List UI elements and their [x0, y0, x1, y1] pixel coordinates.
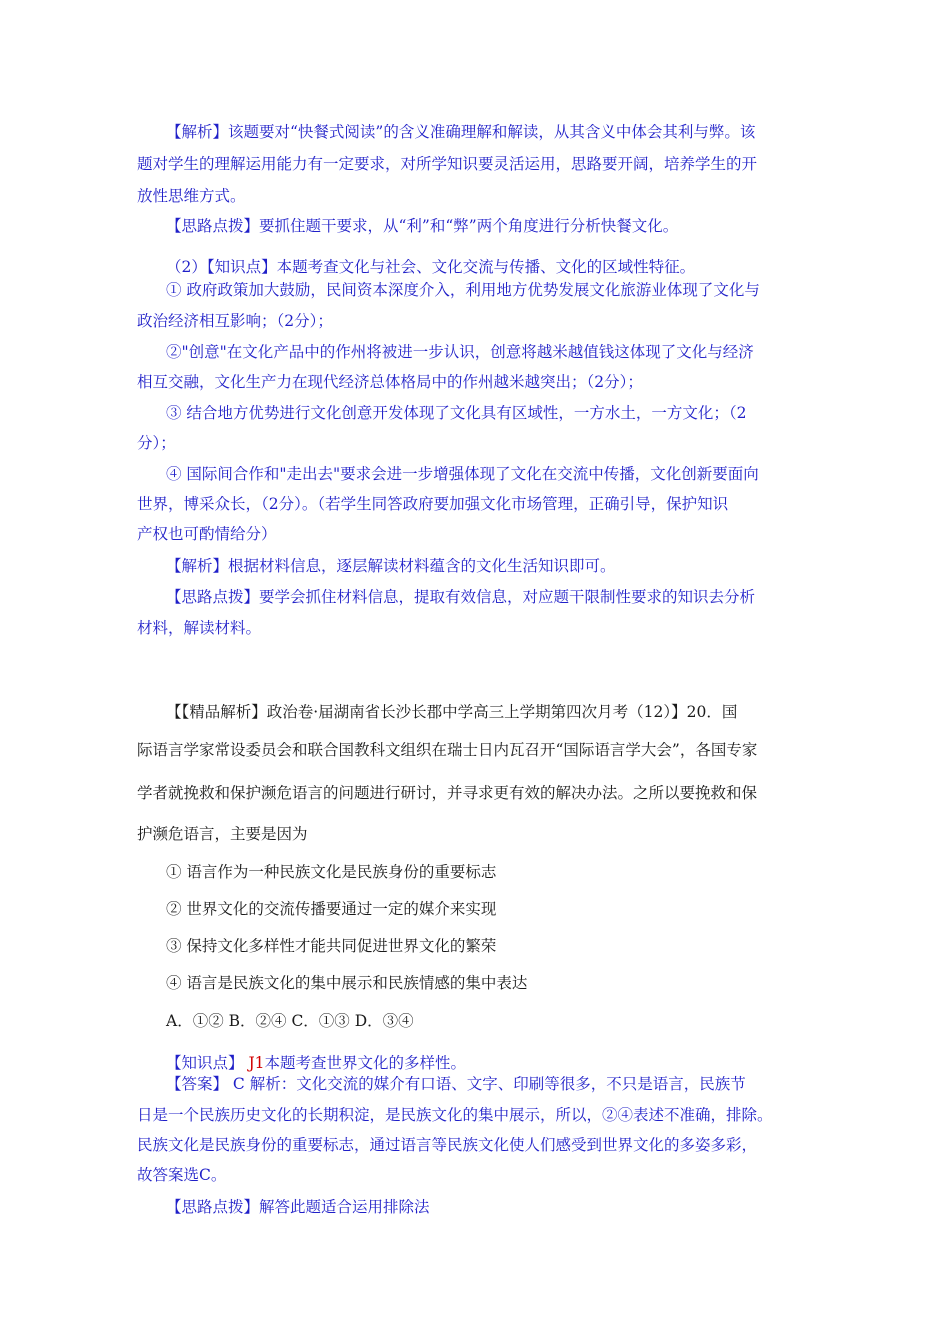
option-4: ④ 语言是民族文化的集中展示和民族情感的集中表达 — [166, 974, 528, 992]
knowledge-point-2: （2）【知识点】本题考查文化与社会、文化交流与传播、文化的区域性特征。 — [166, 258, 696, 276]
point-4-line-2: 世界，博采众长，（2分）。（若学生同答政府要加强文化市场管理，正确引导，保护知识 — [137, 495, 729, 513]
knowledge-code: J1 — [248, 1054, 265, 1072]
analysis-line-1: 【解析】该题要对“快餐式阅读”的含义准确理解和解读，从其含义中体会其利与弊。该 — [166, 123, 756, 141]
point-2-line-1: ②"创意"在文化产品中的作州将被进一步认识，创意将越米越值钱这体现了文化与经济 — [166, 343, 754, 361]
knowledge-point-20 — [166, 1052, 466, 1074]
knowledge-text: 本题考查世界文化的多样性。 — [264, 1054, 467, 1072]
point-4-line-3: 产权也可酌情给分） — [137, 525, 277, 543]
option-2: ② 世界文化的交流传播要通过一定的媒介来实现 — [166, 900, 497, 918]
analysis-line-3: 放性思维方式。 — [137, 187, 246, 205]
answer-line-4: 故答案选C。 — [137, 1166, 227, 1184]
hint-2-line-1: 【思路点拨】要学会抓住材料信息，提取有效信息，对应题干限制性要求的知识去分析 — [166, 588, 756, 606]
point-3-line-2: 分）； — [137, 434, 176, 452]
question-stem-line-2: 际语言学家常设委员会和联合国教科文组织在瑞士日内瓦召开“国际语言学大会”，各国专家 — [137, 741, 758, 759]
knowledge-label: 【知识点】 — [166, 1054, 244, 1072]
option-1: ① 语言作为一种民族文化是民族身份的重要标志 — [166, 863, 497, 881]
answer-line-3: 民族文化是民族身份的重要标志，通过语言等民族文化使人们感受到世界文化的多姿多彩， — [137, 1136, 758, 1154]
answer-choices: A．①② B．②④ C．①③ D．③④ — [166, 1012, 414, 1030]
hint-2-line-2: 材料，解读材料。 — [137, 619, 262, 637]
point-2-line-2: 相互交融，文化生产力在现代经济总体格局中的作州越米越突出；（2分）； — [137, 373, 643, 391]
point-4-line-1: ④ 国际间合作和"走出去"要求会进一步增强体现了文化在交流中传播，文化创新要面向 — [166, 465, 759, 483]
point-1-line-1: ① 政府政策加大鼓励，民间资本深度介入，利用地方优势发展文化旅游业体现了文化与 — [166, 281, 760, 299]
question-stem-line-3: 学者就挽救和保护濒危语言的问题进行研讨，并寻求更有效的解决办法。之所以要挽救和保 — [137, 784, 758, 802]
question-stem-line-4: 护濒危语言，主要是因为 — [137, 825, 308, 843]
point-1-line-2: 政治经济相互影响；（2分）； — [137, 312, 333, 330]
question-stem-line-1: 【【精品解析】政治卷·届湖南省长沙长郡中学高三上学期第四次月考（12）】20．国 — [166, 703, 738, 721]
analysis-line-2: 题对学生的理解运用能力有一定要求，对所学知识要灵活运用，思路要开阔，培养学生的开 — [137, 155, 758, 173]
hint-line: 【思路点拨】要抓住题干要求，从“利”和“弊”两个角度进行分析快餐文化。 — [166, 217, 679, 235]
answer-line-1: 【答案】 C 解析：文化交流的媒介有口语、文字、印刷等很多，不只是语言，民族节 — [166, 1075, 746, 1093]
analysis-2: 【解析】根据材料信息，逐层解读材料蕴含的文化生活知识即可。 — [166, 557, 616, 575]
answer-line-2: 日是一个民族历史文化的长期积淀，是民族文化的集中展示，所以，②④表述不准确，排除。 — [137, 1106, 773, 1124]
hint-20: 【思路点拨】解答此题适合运用排除法 — [166, 1198, 430, 1216]
option-3: ③ 保持文化多样性才能共同促进世界文化的繁荣 — [166, 937, 497, 955]
point-3-line-1: ③ 结合地方优势进行文化创意开发体现了文化具有区域性，一方水土，一方文化；（2 — [166, 404, 747, 422]
